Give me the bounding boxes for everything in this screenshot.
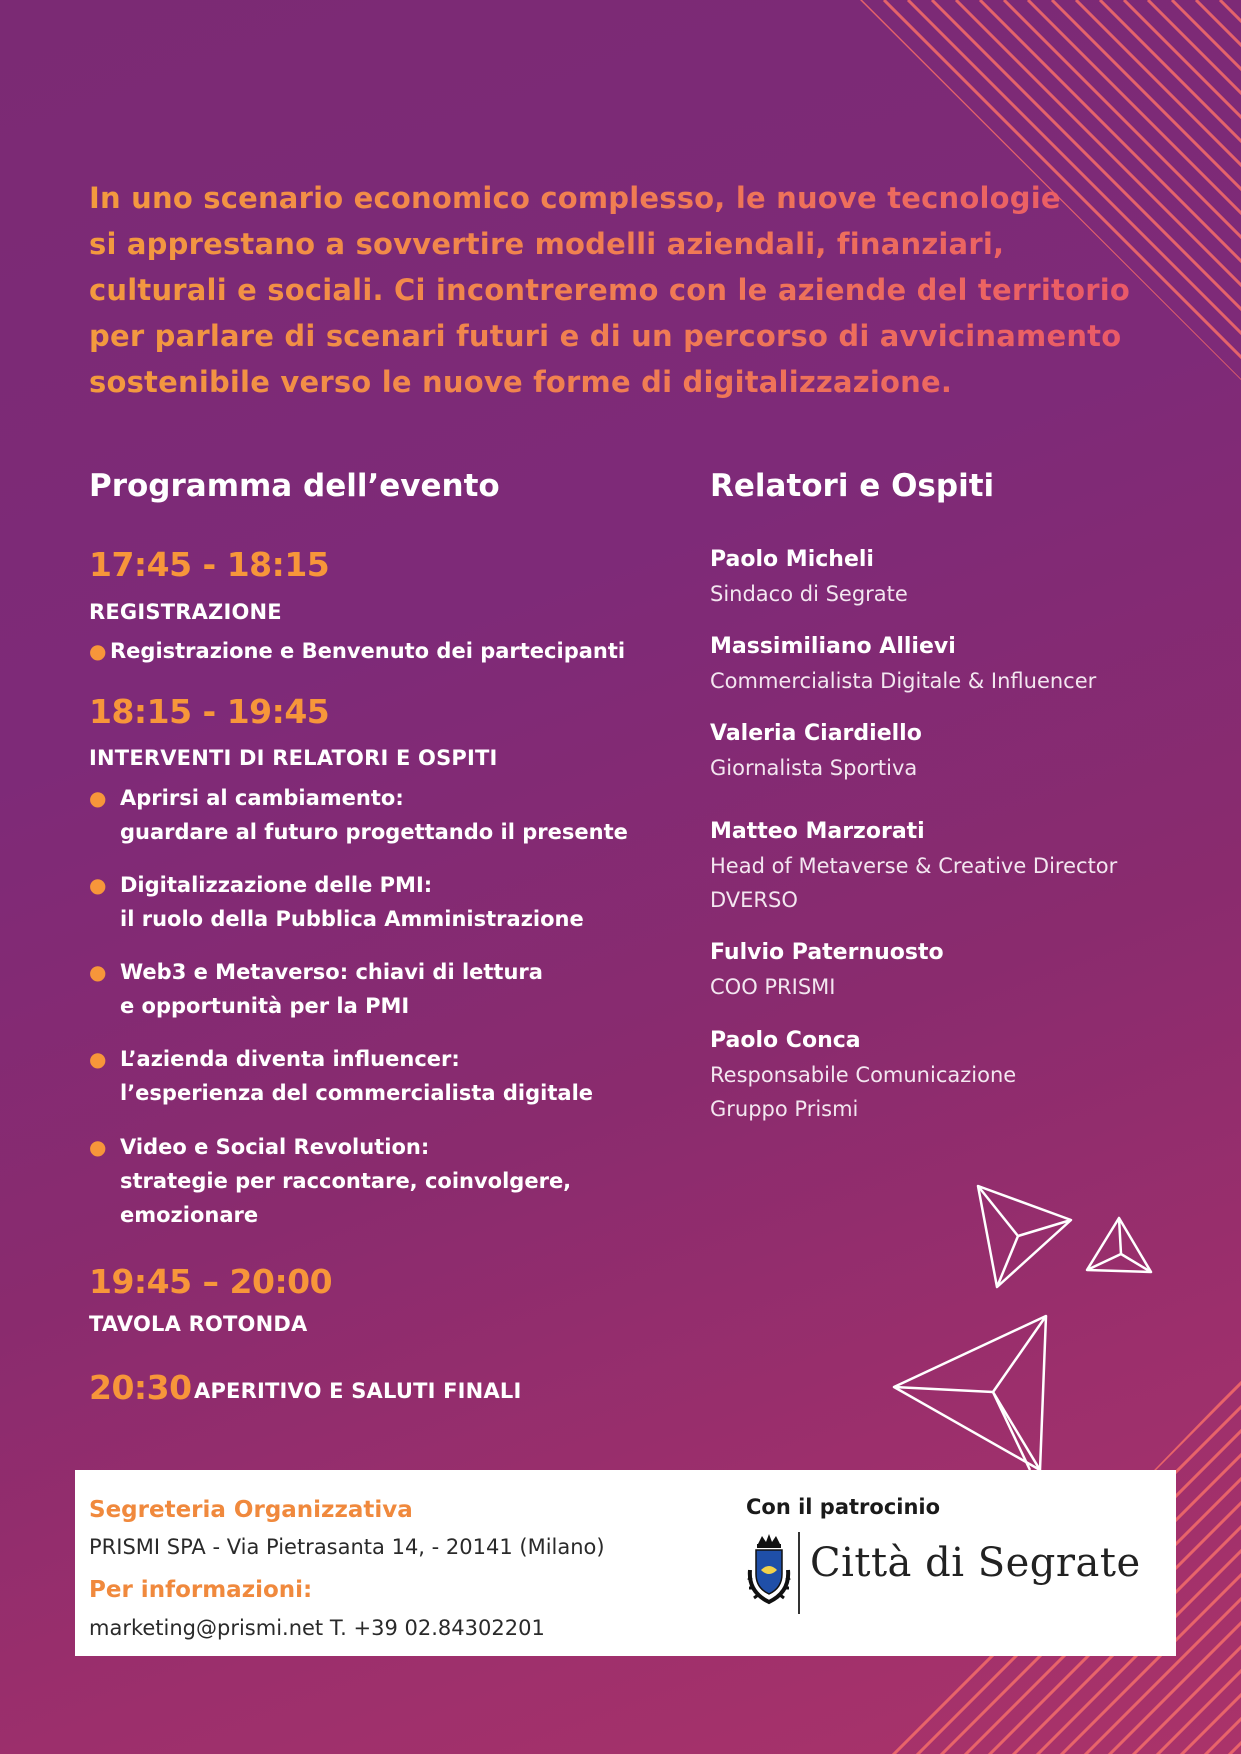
slot-label: INTERVENTI DI RELATORI E OSPITI	[89, 746, 498, 770]
speaker-role: Gruppo Prismi	[710, 1097, 859, 1121]
info-title: Per informazioni:	[89, 1577, 313, 1603]
bullet-text: e opportunità per la PMI	[120, 994, 410, 1018]
bullet-text: l’esperienza del commercialista digitale	[120, 1081, 594, 1105]
patronage-label: Con il patrocinio	[746, 1495, 941, 1519]
triangle-outline-icon	[978, 1186, 1071, 1287]
intro-line: per parlare di scenari futuri e di un percorso di avvicinamento	[89, 319, 1122, 353]
speaker-name: Massimiliano Allievi	[710, 634, 956, 659]
intro-line: In uno scenario economico complesso, le nuove tecnologie	[89, 181, 1061, 215]
speaker-name: Valeria Ciardiello	[710, 721, 922, 746]
bullet-dot-icon: ●	[89, 639, 107, 663]
speaker-role: Head of Metaverse & Creative Director	[710, 854, 1118, 878]
slot-label: REGISTRAZIONE	[89, 600, 282, 624]
speaker-name: Fulvio Paternuosto	[710, 940, 944, 965]
intro-line: culturali e sociali. Ci incontreremo con le aziende del territorio	[89, 273, 1130, 307]
bullet-text: L’azienda diventa influencer:	[120, 1047, 460, 1071]
bullet-dot-icon: ●	[89, 873, 107, 897]
bullet-dot-icon: ●	[89, 1135, 107, 1159]
program-title: Programma dell’evento	[89, 468, 500, 504]
city-logo-text: Città di Segrate	[810, 1540, 1141, 1586]
org-title: Segreteria Organizzativa	[89, 1497, 413, 1523]
bullet-text: Web3 e Metaverso: chiavi di lettura	[120, 960, 543, 984]
speaker-role: Responsabile Comunicazione	[710, 1063, 1017, 1087]
speaker-role: COO PRISMI	[710, 975, 836, 999]
org-address: PRISMI SPA - Via Pietrasanta 14, - 20141 (Milano)	[89, 1535, 605, 1559]
bullet-text: Aprirsi al cambiamento:	[120, 786, 404, 810]
speakers-title: Relatori e Ospiti	[710, 468, 995, 504]
speaker-role: Commercialista Digitale & Influencer	[710, 669, 1097, 693]
footer-panel	[75, 1470, 1176, 1656]
speaker-name: Paolo Micheli	[710, 547, 874, 572]
speaker-role: Giornalista Sportiva	[710, 756, 918, 780]
bullet-dot-icon: ●	[89, 960, 107, 984]
bullet-text: il ruolo della Pubblica Amministrazione	[120, 907, 584, 931]
speaker-name: Paolo Conca	[710, 1028, 861, 1053]
slot-time: 20:30	[89, 1368, 192, 1407]
bullet-dot-icon: ●	[89, 1047, 107, 1071]
slot-time: 17:45 - 18:15	[89, 545, 330, 584]
bullet-text: Registrazione e Benvenuto dei partecipanti	[110, 639, 626, 663]
triangle-outline-icon	[1087, 1218, 1151, 1272]
bullet-text: strategie per raccontare, coinvolgere,	[120, 1169, 572, 1193]
speaker-name: Matteo Marzorati	[710, 819, 925, 844]
intro-line: sostenibile verso le nuove forme di digitalizzazione.	[89, 365, 953, 399]
bullet-text: guardare al futuro progettando il presente	[120, 820, 628, 844]
intro-line: si apprestano a sovvertire modelli aziendali, finanziari,	[89, 227, 1005, 261]
slot-label: TAVOLA ROTONDA	[89, 1312, 308, 1336]
bullet-text: Video e Social Revolution:	[120, 1135, 430, 1159]
triangle-outline-icon	[894, 1316, 1046, 1470]
slot-label: APERITIVO E SALUTI FINALI	[194, 1379, 522, 1403]
contact-line[interactable]: marketing@prismi.net T. +39 02.84302201	[89, 1616, 545, 1640]
bullet-text: emozionare	[120, 1203, 259, 1227]
city-crest-icon	[744, 1530, 794, 1610]
logo-divider	[798, 1532, 800, 1614]
slot-time: 19:45 – 20:00	[89, 1262, 333, 1301]
bullet-text: Digitalizzazione delle PMI:	[120, 873, 433, 897]
speaker-role: Sindaco di Segrate	[710, 582, 908, 606]
slot-time: 18:15 - 19:45	[89, 692, 330, 731]
bullet-dot-icon: ●	[89, 786, 107, 810]
speaker-role: DVERSO	[710, 888, 798, 912]
